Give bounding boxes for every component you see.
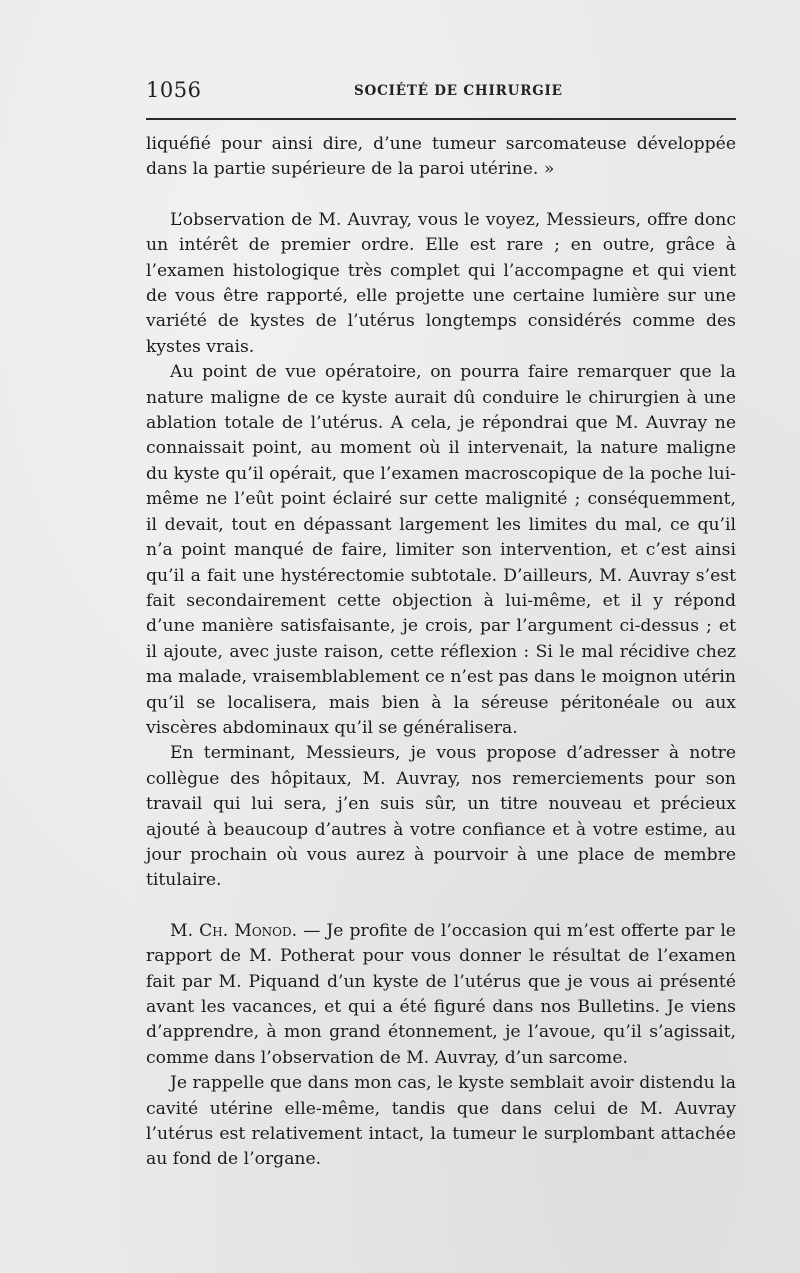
speaker-name: M. Ch. Monod. — [170, 920, 298, 941]
page-header — [146, 74, 736, 104]
paragraph-recall: Je rappelle que dans mon cas, le kyste semblait avoir distendu la cavité utérine elle-même, tandis que dans celui de M. Auvray l’utérus est relativement intact, la tumeur le surplombant attachée au fond de l’organe. — [146, 1073, 736, 1170]
page-number: 1056 — [146, 78, 202, 102]
paragraph-monod — [146, 919, 736, 1071]
paragraph-quote-end: liquéfié pour ainsi dire, d’une tumeur sarcomateuse développée dans la partie supérieure de la paroi utérine. » — [146, 134, 736, 180]
paragraph-conclusion: En terminant, Messieurs, je vous propose d’adresser à notre collègue des hôpitaux, M. Auvray, nos remerciements pour son travail qui lui sera, j’en suis sûr, un titre nouveau et précieux ajouté à beaucoup d’autres à votre confiance et à votre estime, au jour prochain où vous aurez à pourvoir à une place de membre titulaire. — [146, 743, 736, 891]
running-head: SOCIÉTÉ DE CHIRURGIE — [354, 83, 563, 99]
body-text — [146, 132, 736, 1173]
paragraph-operative-point: Au point de vue opératoire, on pourra faire remarquer que la nature maligne de ce kyste aurait dû conduire le chirurgien à une ablation totale de l’utérus. A cela, je répondrai que M. Auvray ne connaissait point, au moment où il intervenait, la nature maligne du kyste qu’il opérait, que l’examen macroscopique de la poche lui-même ne l’eût point éclairé sur cette malignité ; conséquemment, il devait, tout en dépassant largement les limites du mal, ce qu’il n’a point manqué de faire, limiter son intervention, et c’est ainsi qu’il a fait une hystérectomie subtotale. D’ailleurs, M. Auvray s’est fait secondairement cette objection à lui-même, et il y répond d’une manière satisfaisante, je crois, par l’argument ci-dessus ; et il ajoute, avec juste raison, cette réflexion : Si le mal récidive chez ma malade, vraisemblablement ce n’est pas dans le moignon utérin qu’il se localisera, mais bien à la séreuse péritonéale ou aux viscères abdominaux qu’il se généralisera. — [146, 362, 736, 738]
paragraph-monod-text: — Je profite de l’occasion qui m’est offerte par le rapport de M. Potherat pour vous donner le résultat de l’examen fait par M. Piquand d’un kyste de l’utérus que je vous ai présenté avant les vacances, et qui a été figuré dans nos Bulletins. Je viens d’apprendre, à mon grand étonnement, je l’avoue, qu’il s’agissait, comme dans l’observation de M. Auvray, d’un sarcome. — [146, 920, 736, 1068]
paragraph-observation: L’observation de M. Auvray, vous le voyez, Messieurs, offre donc un intérêt de premier ordre. Elle est rare ; en outre, grâce à l’examen histologique très complet qui l’accompagne et qui vient de vous être rapporté, elle projette une certaine lumière sur une variété de kystes de l’utérus longtemps considérés comme des kystes vrais. — [146, 209, 736, 357]
header-rule — [146, 118, 736, 120]
